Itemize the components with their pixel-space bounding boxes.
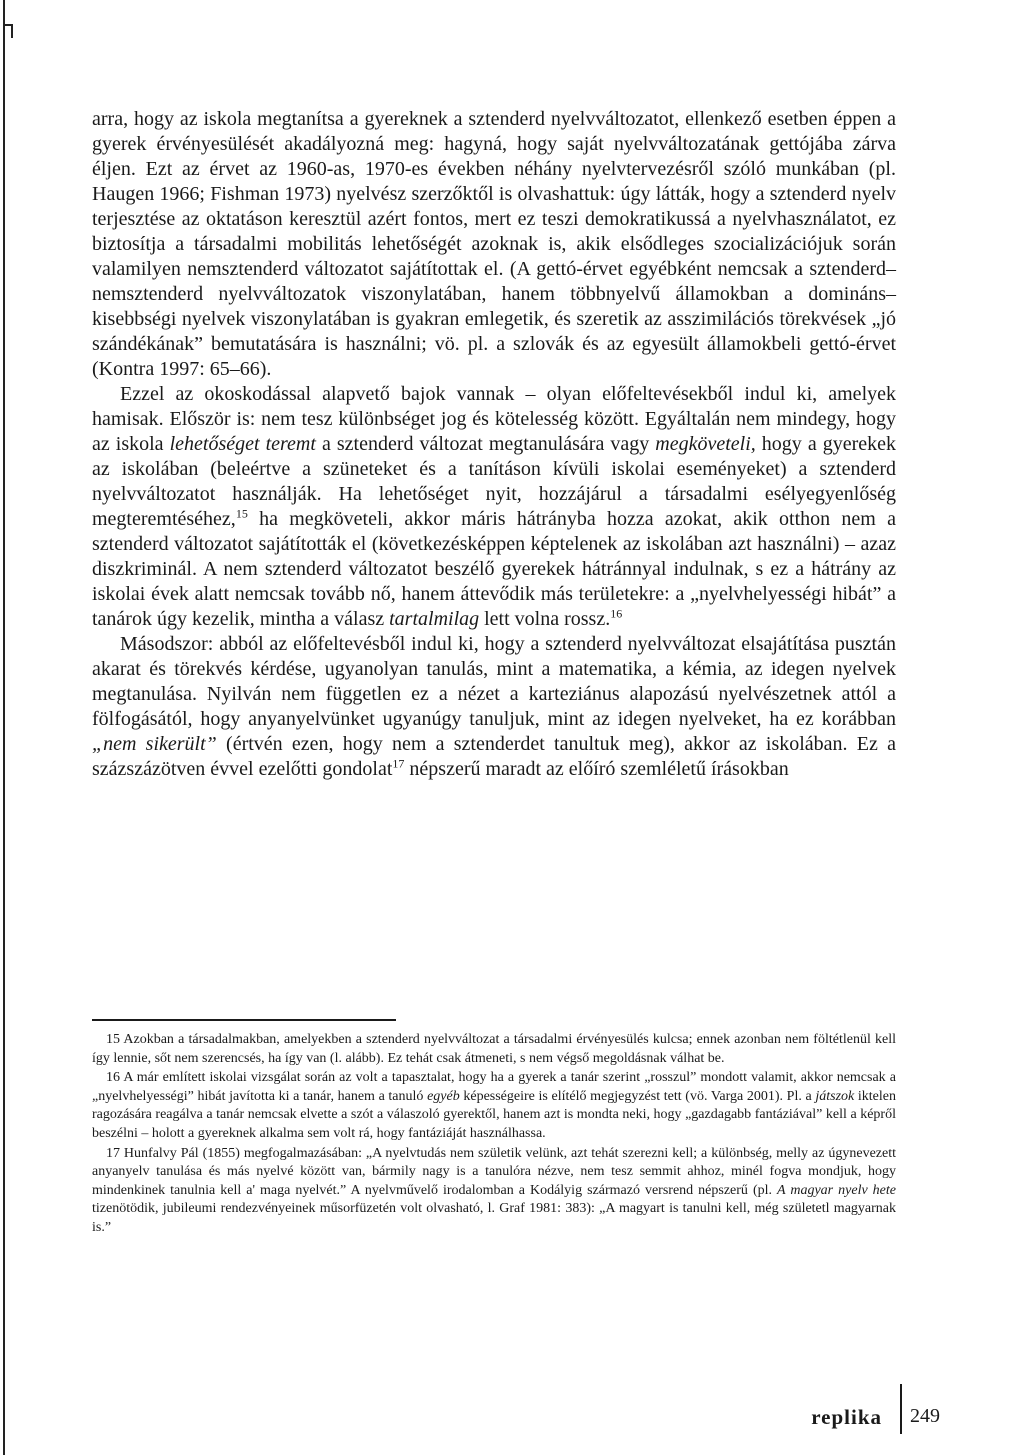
footnote-ref-15[interactable]: 15 bbox=[235, 506, 248, 521]
footnote-16: 16 A már említett iskolai vizsgálat során az volt a tapasztalat, hogy ha a gyerek a tanár szerint „rosszul” mondott valamit, akkor nemcsak a „nyelvhelyességi” hibát javította ki a tanár, hanem a tanuló egyéb képességeire is elítélő megjegyzést tett (vö. Varga 2001). Pl. a játszok iktelen ragozására reagálva a tanár nemcsak elvette a szót a válaszoló gyerektől, hanem azt is mondta neki, hogy „gazdagabb fantáziával” kell a képről beszélni – holott a gyereknek alkalma sem volt rá, hogy fantáziáját használhassa. bbox=[92, 1070, 896, 1141]
paragraph-1: arra, hogy az iskola megtanítsa a gyereknek a sztenderd nyelvváltozatot, ellenkező esetben éppen a gyerek érvényesülését akadályozná meg: hagyná, hogy saját nyelvváltozatának gettójába zárva éljen. Ezt az érvet az 1960-as, 1970-es években néhány nyelvtervezésről szóló munkában (pl. Haugen 1966; Fishman 1973) nyelvész szerzőktől is olvashattuk: úgy látták, hogy a sztenderd nyelv terjesztése az oktatáson keresztül azért fontos, mert ez teszi demokratikussá a nyelvhasználatot, ez biztosítja a társadalmi mobilitás lehetőségét azoknak is, akik elsődleges szocializációjuk során valamilyen nemsztenderd változatot sajátítottak el. (A gettó-érvet egyébként nemcsak a sztenderd–nemsztenderd nyelvváltozatok viszonylatában, hanem többnyelvű államokban a domináns–kisebbségi nyelvek viszonylatában is gyakran emlegetik, és szeretik az asszimilációs törekvések „jó szándékának” bemutatására is használni; vö. pl. a szlovák és az egyesült államokbeli gettó-érvet (Kontra 1997: 65–66). bbox=[92, 108, 896, 380]
footnote-separator bbox=[92, 1019, 396, 1021]
main-text bbox=[92, 107, 896, 782]
footnote-17: 17 Hunfalvy Pál (1855) megfogalmazásában: „A nyelvtudás nem születik velünk, azt tehát szerezni kell; a különbség, melly az úgynevezett anyanyelv tanulása és más nyelvé között van, bármily nagy is a tanulóra nézve, nem tesz semmit ahhoz, minél fogva mondjuk, hogy mindenkinek tanulnia kell a' maga nyelvét.” A nyelvművelő irodalomban a Kodályig származó versrend népszerű (pl. A magyar nyelv hete tizenötödik, jubileumi rendezvényeinek műsorfüzetén volt olvasható, l. Graf 1981: 383): „A magyart is tanulni kell, még születetl magyarnak is.” bbox=[92, 1145, 897, 1235]
paragraph-3: Másodszor: abból az előfeltevésből indul ki, hogy a sztenderd nyelvváltozat elsajátítása pusztán akarat és törekvés kérdése, ugyanolyan tanulás, mint a matematika, a kémia, az idegen nyelvek megtanulása. Nyilván nem független ez a nézet a karteziánus alapozású nyelvészetnek attól a fölfogásától, hogy anyanyelvünket ugyanúgy tanuljuk, mint az idegen nyelveket, ha ez korábban „nem sikerült” (értvén ezen, hogy nem a sztenderdet tanultuk meg), akkor az iskolában. Ez a százszázötven évvel ezelőtti gondolat$^{17}$ népszerű maradt az előíró szemléletű írásokban bbox=[92, 633, 896, 780]
footnote-15: 15 Azokban a társadalmakban, amelyekben a sztenderd nyelvváltozat a társadalmi érvényesülés kulcsa; ennek azonban nem föltétlenül kell így lennie, sőt nem szerencsés, ha így van (l. alább). Ez tehát csak átmeneti, s nem végső megoldásnak válhat be. bbox=[92, 1032, 896, 1066]
journal-name: replika bbox=[811, 1405, 882, 1429]
footer-divider bbox=[900, 1384, 902, 1434]
scan-corner-mark bbox=[3, 24, 13, 38]
footnote-ref-17[interactable]: 17 bbox=[392, 756, 405, 771]
page-edge-line bbox=[3, 0, 5, 1455]
page-number: 249 bbox=[910, 1405, 940, 1427]
paragraph-2: Ezzel az okoskodással alapvető bajok vannak – olyan előfeltevésekből indul ki, amelyek hamisak. Először is: nem tesz különbséget jog és kötelesség között. Egyáltalán nem mindegy, hogy az iskola lehetőséget teremt a sztenderd változat megtanulására vagy megköveteli, hogy a gyerekek az iskolában (beleértve a szüneteket és a tanításon kívüli iskolai eseményeket) a sztenderd nyelvváltozatot használják. Ha lehetőséget nyit, hozzájárul a társadalmi esélyegyenlőség megteremtéséhez,$^{15}$ ha megköveteli, akkor máris hátrányba hozza azokat, akik otthon nem a sztenderd változatot sajátították el (következésképpen képtelenek az iskolában azt használni) – azaz diszkriminál. A nem sztenderd változatot beszélő gyerekek hátránnyal indulnak, s ez a hátrány az iskolai évek alatt nemcsak tovább nő, hanem áttevődik más területekre: a „nyelvhelyességi hibát” a tanárok úgy kezelik, mintha a válasz tartalmilag lett volna rossz.$^{16}$ bbox=[92, 383, 897, 630]
footnotes bbox=[92, 1031, 896, 1239]
footnote-ref-16[interactable]: 16 bbox=[610, 606, 623, 621]
